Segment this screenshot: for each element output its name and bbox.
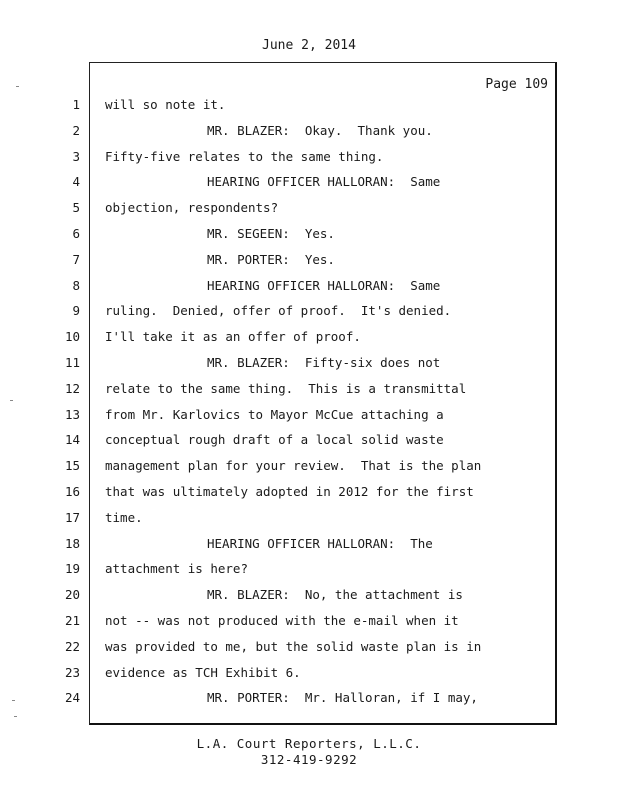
line-text: not -- was not produced with the e-mail when it bbox=[105, 612, 459, 628]
transcript-line bbox=[0, 453, 618, 479]
page-number: Page 109 bbox=[485, 77, 548, 92]
scan-speck bbox=[14, 716, 17, 717]
line-number: 14 bbox=[64, 432, 80, 448]
line-text: MR. PORTER: Mr. Halloran, if I may, bbox=[207, 690, 478, 706]
footer bbox=[0, 736, 618, 768]
line-text: that was ultimately adopted in 2012 for the first bbox=[105, 483, 474, 499]
line-number: 2 bbox=[72, 122, 80, 138]
line-number: 15 bbox=[64, 458, 80, 474]
line-number: 22 bbox=[64, 638, 80, 654]
line-text: Fifty-five relates to the same thing. bbox=[105, 148, 384, 164]
transcript-line bbox=[0, 531, 618, 557]
line-number: 24 bbox=[64, 690, 80, 706]
transcript-line bbox=[0, 634, 618, 660]
line-number: 19 bbox=[64, 561, 80, 577]
transcript-line bbox=[0, 350, 618, 376]
transcript-line bbox=[0, 505, 618, 531]
line-text: MR. SEGEEN: Yes. bbox=[207, 225, 335, 241]
line-text: evidence as TCH Exhibit 6. bbox=[105, 664, 301, 680]
line-number: 6 bbox=[72, 225, 80, 241]
line-text: objection, respondents? bbox=[105, 200, 279, 216]
line-number: 8 bbox=[72, 277, 80, 293]
line-number: 17 bbox=[64, 509, 80, 525]
line-text: HEARING OFFICER HALLORAN: Same bbox=[207, 174, 441, 190]
line-number: 13 bbox=[64, 406, 80, 422]
transcript-lines bbox=[0, 92, 618, 711]
scan-speck bbox=[10, 400, 13, 401]
transcript-line bbox=[0, 402, 618, 428]
transcript-line bbox=[0, 221, 618, 247]
scan-speck bbox=[12, 700, 15, 701]
transcript-line bbox=[0, 376, 618, 402]
line-text: MR. BLAZER: Fifty-six does not bbox=[207, 354, 441, 370]
line-number: 5 bbox=[72, 200, 80, 216]
transcript-line bbox=[0, 479, 618, 505]
transcript-date: June 2, 2014 bbox=[262, 38, 356, 53]
line-text: HEARING OFFICER HALLORAN: Same bbox=[207, 277, 441, 293]
line-number: 23 bbox=[64, 664, 80, 680]
transcript-line bbox=[0, 685, 618, 711]
transcript-line bbox=[0, 92, 618, 118]
line-text: time. bbox=[105, 509, 143, 525]
line-number: 12 bbox=[64, 380, 80, 396]
transcript-line bbox=[0, 582, 618, 608]
transcript-line bbox=[0, 660, 618, 686]
line-text: I'll take it as an offer of proof. bbox=[105, 329, 361, 345]
line-number: 18 bbox=[64, 535, 80, 551]
transcript-line bbox=[0, 118, 618, 144]
transcript-line bbox=[0, 273, 618, 299]
transcript-line bbox=[0, 427, 618, 453]
line-number: 16 bbox=[64, 483, 80, 499]
line-text: ruling. Denied, offer of proof. It's denied. bbox=[105, 303, 452, 319]
line-text: MR. PORTER: Yes. bbox=[207, 251, 335, 267]
line-text: conceptual rough draft of a local solid waste bbox=[105, 432, 444, 448]
transcript-line bbox=[0, 298, 618, 324]
line-text: MR. BLAZER: Okay. Thank you. bbox=[207, 122, 433, 138]
transcript-line bbox=[0, 556, 618, 582]
scan-speck bbox=[16, 86, 19, 87]
line-number: 1 bbox=[72, 97, 80, 112]
line-text: from Mr. Karlovics to Mayor McCue attaching a bbox=[105, 406, 444, 422]
line-number: 4 bbox=[72, 174, 80, 190]
transcript-line bbox=[0, 247, 618, 273]
line-number: 11 bbox=[64, 354, 80, 370]
line-text: management plan for your review. That is the plan bbox=[105, 458, 482, 474]
line-number: 21 bbox=[64, 612, 80, 628]
line-text: was provided to me, but the solid waste plan is in bbox=[105, 638, 482, 654]
line-text: will so note it. bbox=[105, 97, 226, 112]
line-number: 20 bbox=[64, 587, 80, 603]
line-number: 7 bbox=[72, 251, 80, 267]
line-number: 10 bbox=[64, 329, 80, 345]
line-text: attachment is here? bbox=[105, 561, 248, 577]
line-number: 3 bbox=[72, 148, 80, 164]
reporter-phone: 312-419-9292 bbox=[260, 752, 358, 767]
line-text: HEARING OFFICER HALLORAN: The bbox=[207, 535, 433, 551]
transcript-line bbox=[0, 608, 618, 634]
transcript-line bbox=[0, 144, 618, 170]
transcript-line bbox=[0, 195, 618, 221]
line-text: relate to the same thing. This is a transmittal bbox=[105, 380, 467, 396]
reporter-company: L.A. Court Reporters, L.L.C. bbox=[196, 736, 422, 751]
line-text: MR. BLAZER: No, the attachment is bbox=[207, 587, 463, 603]
line-number: 9 bbox=[72, 303, 80, 319]
transcript-line bbox=[0, 169, 618, 195]
transcript-line bbox=[0, 324, 618, 350]
